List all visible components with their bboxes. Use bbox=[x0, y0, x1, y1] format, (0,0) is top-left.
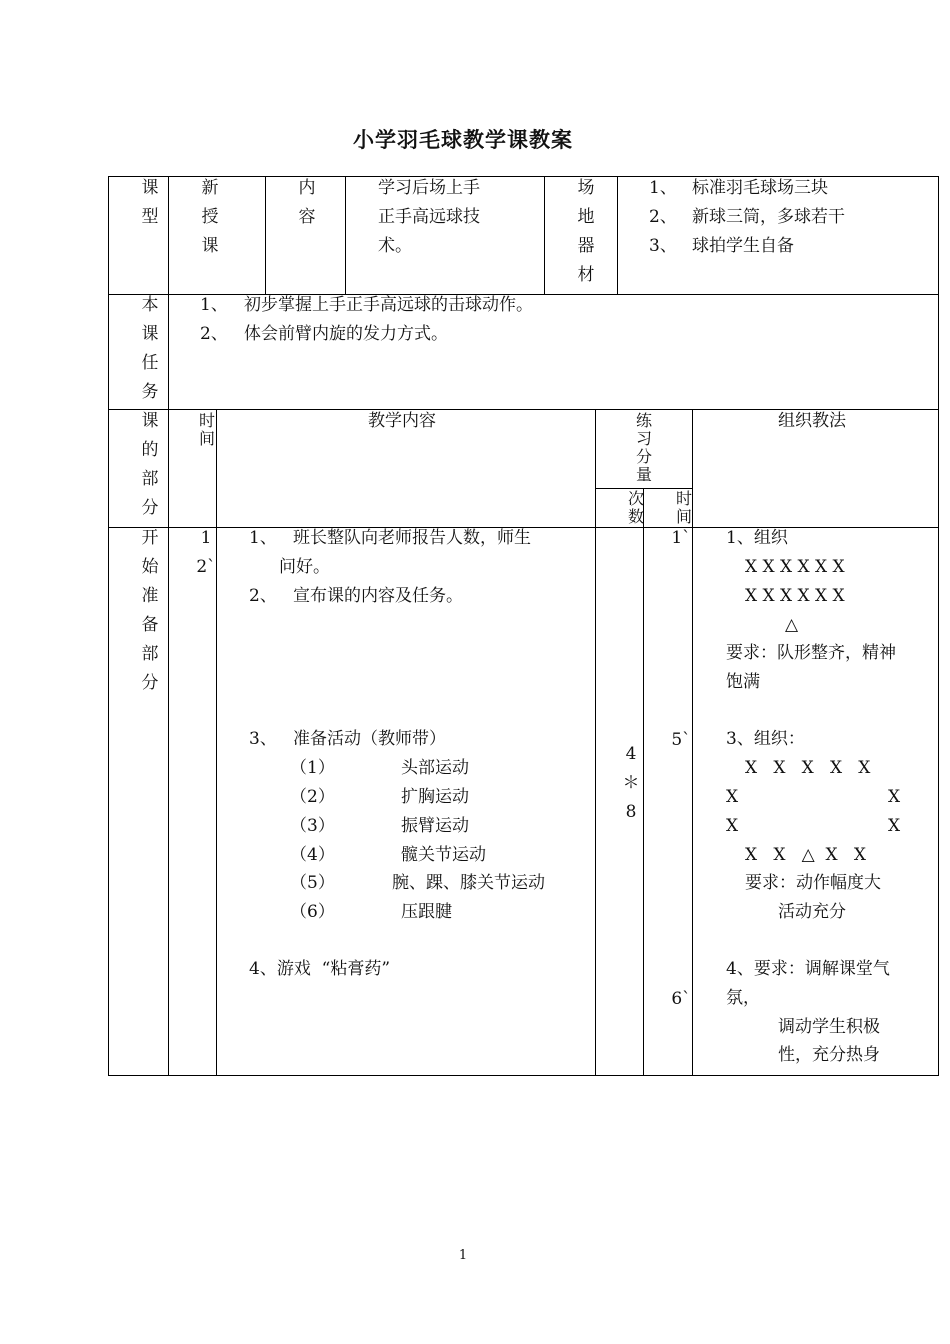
method-org-1: 1、组织 bbox=[726, 528, 788, 548]
method-req-1a: 要求：队形整齐，精神 bbox=[726, 643, 896, 663]
page-number: 1 bbox=[458, 1248, 468, 1263]
task-num-1: 1、 bbox=[200, 295, 228, 315]
task-item-2: 体会前臂内旋的发力方式。 bbox=[244, 324, 448, 344]
content-item-1b: 问好。 bbox=[279, 557, 330, 577]
method-req-4b: 氛， bbox=[726, 988, 760, 1008]
task-num-2: 2、 bbox=[200, 324, 228, 344]
section-count: 4＊8 bbox=[622, 744, 640, 822]
duration-1: 1` bbox=[671, 528, 691, 548]
tasks-label: 本课任务 bbox=[141, 295, 159, 402]
course-type-value: 新授课 bbox=[201, 178, 219, 256]
teacher-triangle-icon: △ bbox=[785, 615, 799, 635]
method-req-4d: 性，充分热身 bbox=[778, 1045, 880, 1065]
content-item-4: 4、游戏 “粘膏药” bbox=[249, 959, 391, 979]
content-line-1: 学习后场上手 bbox=[378, 178, 480, 198]
content-label: 内容 bbox=[298, 178, 316, 227]
sub-item-3: 振臂运动 bbox=[401, 816, 469, 836]
method-org-3: 3、组织： bbox=[726, 729, 805, 749]
content-line-2: 正手高远球技 bbox=[378, 207, 480, 227]
col-method: 组织教法 bbox=[778, 411, 846, 431]
sub-item-2: 扩胸运动 bbox=[401, 787, 469, 807]
formation-top: X X X X X bbox=[745, 758, 871, 778]
sub-item-6: 压跟腱 bbox=[401, 902, 452, 922]
formation-row-1: X X X X X X bbox=[745, 557, 845, 577]
formation-right-1: X bbox=[888, 787, 901, 807]
col-content: 教学内容 bbox=[368, 411, 436, 431]
sub-item-5: 腕、踝、膝关节运动 bbox=[392, 873, 545, 893]
sub-item-4: 髋关节运动 bbox=[401, 845, 486, 865]
col-time: 时间 bbox=[198, 411, 215, 448]
content-line-3: 术。 bbox=[378, 236, 412, 256]
duration-3: 6` bbox=[671, 989, 691, 1009]
formation-row-2: X X X X X X bbox=[745, 586, 845, 606]
venue-num-2: 2、 bbox=[649, 207, 677, 227]
venue-num-3: 3、 bbox=[649, 236, 677, 256]
formation-left-1: X bbox=[726, 787, 739, 807]
method-req-1b: 饱满 bbox=[726, 672, 760, 692]
formation-bottom: X X △ X X bbox=[745, 845, 866, 865]
course-type-label: 课型 bbox=[141, 178, 159, 227]
method-req-3a: 要求：动作幅度大 bbox=[745, 873, 881, 893]
task-item-1: 初步掌握上手正手高远球的击球动作。 bbox=[244, 295, 533, 315]
sub-item-1: 头部运动 bbox=[401, 758, 469, 778]
sub-num-2: （2） bbox=[290, 787, 335, 807]
venue-label: 场地器材 bbox=[577, 178, 595, 285]
method-req-4a: 4、要求：调解课堂气 bbox=[726, 959, 890, 979]
venue-item-3: 球拍学生自备 bbox=[692, 236, 794, 256]
venue-item-2: 新球三筒，多球若干 bbox=[692, 207, 845, 227]
venue-item-1: 标准羽毛球场三块 bbox=[692, 178, 828, 198]
formation-right-2: X bbox=[888, 816, 901, 836]
method-req-3b: 活动充分 bbox=[778, 902, 846, 922]
col-duration: 时间 bbox=[675, 489, 692, 526]
content-item-3: 3、 准备活动（教师带） bbox=[249, 729, 447, 749]
section-time: 12` bbox=[196, 528, 216, 577]
section-part: 开始准备部分 bbox=[141, 528, 159, 693]
sub-num-6: （6） bbox=[290, 902, 335, 922]
venue-num-1: 1、 bbox=[649, 178, 677, 198]
formation-left-2: X bbox=[726, 816, 739, 836]
sub-num-1: （1） bbox=[290, 758, 335, 778]
col-load: 练习分量 bbox=[635, 411, 652, 484]
col-times: 次数 bbox=[627, 489, 644, 526]
col-part: 课的部分 bbox=[141, 411, 159, 518]
duration-2: 5` bbox=[671, 730, 691, 750]
page-title: 小学羽毛球教学课教案 bbox=[353, 128, 573, 152]
sub-num-4: （4） bbox=[290, 845, 335, 865]
content-item-2: 2、 宣布课的内容及任务。 bbox=[249, 586, 464, 606]
content-item-1: 1、 班长整队向老师报告人数，师生 bbox=[249, 528, 532, 548]
sub-num-5: （5） bbox=[290, 873, 335, 893]
sub-num-3: （3） bbox=[290, 816, 335, 836]
method-req-4c: 调动学生积极 bbox=[778, 1017, 880, 1037]
